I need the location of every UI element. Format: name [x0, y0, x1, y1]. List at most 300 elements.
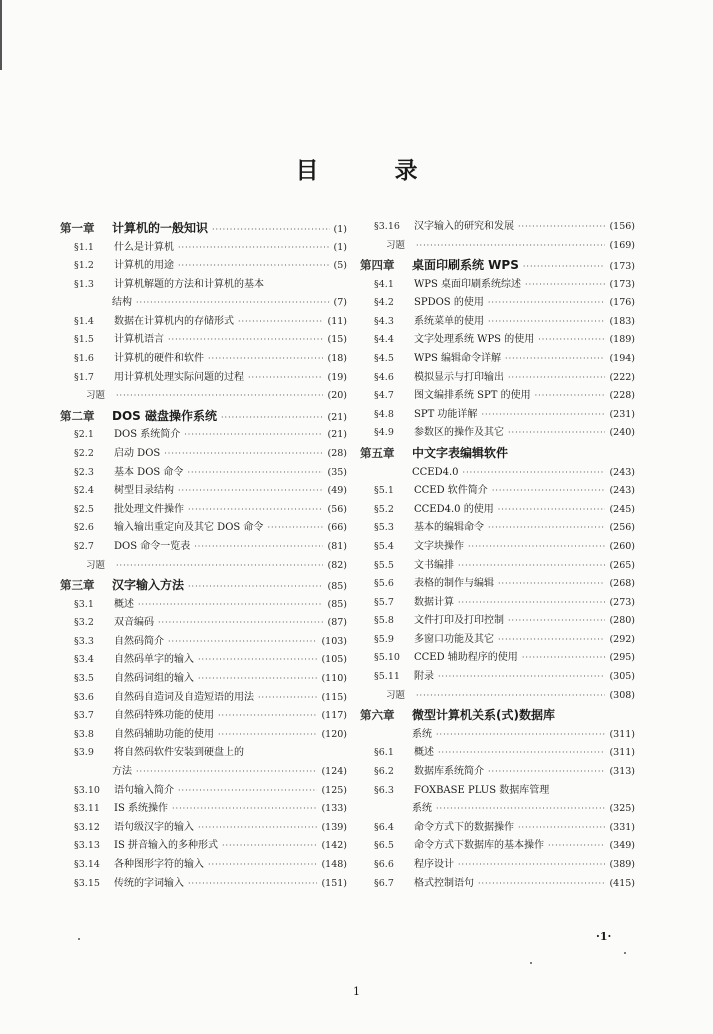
toc-entry-title: DOS 磁盘操作系统 — [112, 408, 217, 423]
toc-entry-title: 计算机语言 — [114, 334, 164, 346]
toc-entry-title: 传统的字词输入 — [114, 877, 184, 889]
toc-entry-number: §3.5 — [74, 672, 94, 684]
toc-entry-title: CCED 软件简介 — [414, 485, 488, 497]
dot-leader — [508, 424, 605, 443]
toc-entry-title: 批处理文件操作 — [114, 503, 184, 515]
toc-entry-title: 微型计算机关系(式)数据库 — [412, 708, 555, 723]
toc-entry-number: §3.9 — [74, 747, 94, 759]
toc-entry-number: §3.12 — [74, 821, 100, 833]
toc-entry-page: (189) — [609, 334, 635, 346]
toc-entry — [60, 369, 347, 388]
toc-entry-title: 命令方式下的数据操作 — [414, 821, 514, 833]
toc-entry-page: (133) — [321, 803, 347, 815]
toc-entry-number: §3.7 — [74, 710, 94, 722]
toc-entry-number: §3.6 — [74, 691, 94, 703]
toc-entry-page: (292) — [609, 633, 635, 645]
toc-entry-title: 桌面印刷系统 WPS — [412, 258, 519, 273]
page-title: 目 录 — [295, 158, 452, 184]
toc-entry-title: 参数区的操作及其它 — [414, 427, 504, 439]
toc-entry-number: §2.4 — [74, 485, 94, 497]
toc-entry-page: (194) — [609, 353, 635, 365]
toc-entry-page: (240) — [609, 427, 635, 439]
toc-entry-number: §4.1 — [374, 278, 394, 290]
toc-entry-title: 文书编排 — [414, 559, 454, 571]
toc-entry — [360, 294, 635, 313]
toc-entry-page: (18) — [327, 353, 347, 365]
dot-leader — [458, 594, 605, 613]
toc-entry-title: 双音编码 — [114, 617, 154, 629]
toc-entry-number: §5.5 — [374, 559, 394, 571]
toc-entry-title: 用计算机处理实际问题的过程 — [114, 371, 244, 383]
toc-entry-title: CCED4.0 — [412, 466, 459, 478]
toc-entry-page: (7) — [333, 297, 347, 309]
toc-entry — [360, 800, 635, 819]
toc-entry-title: 附录 — [414, 671, 434, 683]
dot-leader — [221, 408, 324, 429]
dot-leader — [436, 800, 605, 819]
page-folio: ·1· — [596, 930, 612, 943]
toc-entry — [360, 350, 635, 369]
toc-entry — [60, 426, 347, 445]
toc-entry-title: 系统菜单的使用 — [414, 315, 484, 327]
toc-entry-title: 结构 — [112, 297, 132, 309]
toc-entry-number: §5.6 — [374, 578, 394, 590]
toc-entry-page: (228) — [609, 390, 635, 402]
toc-entry-title: 启动 DOS — [114, 447, 161, 459]
toc-entry — [360, 649, 635, 668]
dot-leader — [248, 369, 323, 388]
toc-entry-title: 数据计算 — [414, 596, 454, 608]
toc-entry-page: (349) — [609, 840, 635, 852]
toc-entry — [60, 670, 347, 689]
toc-entry-page: (21) — [327, 429, 347, 441]
toc-entry — [60, 763, 347, 782]
dot-leader — [438, 744, 605, 763]
toc-entry-number: §4.5 — [374, 353, 394, 365]
dot-leader — [116, 387, 323, 406]
toc-entry-page: (173) — [609, 278, 635, 290]
toc-entry-title: 命令方式下数据库的基本操作 — [414, 840, 544, 852]
page-edge-mark — [0, 0, 2, 70]
toc-entry-title: DOS 命令一览表 — [114, 540, 191, 552]
toc-entry — [360, 668, 635, 687]
toc-entry — [360, 406, 635, 425]
toc-entry-page: (103) — [321, 635, 347, 647]
dot-leader — [436, 726, 605, 745]
toc-entry — [60, 782, 347, 801]
toc-entry — [360, 744, 635, 763]
toc-entry — [60, 819, 347, 838]
toc-entry-title: 什么是计算机 — [114, 241, 174, 253]
toc-entry — [360, 237, 635, 256]
toc-entry — [60, 726, 347, 745]
toc-chapter-entry — [60, 575, 347, 596]
toc-entry-page: (389) — [609, 858, 635, 870]
toc-entry — [60, 464, 347, 483]
toc-entry-page: (243) — [609, 485, 635, 497]
toc-entry-number: §6.7 — [374, 877, 394, 889]
toc-entry-number: §4.4 — [374, 334, 394, 346]
toc-entry-page: (35) — [327, 466, 347, 478]
toc-entry-page: (231) — [609, 408, 635, 420]
toc-entry-page: (305) — [609, 671, 635, 683]
toc-entry-number: §1.6 — [74, 353, 94, 365]
toc-entry-page: (81) — [327, 540, 347, 552]
dot-leader — [178, 257, 330, 276]
toc-entry-title: 概述 — [114, 598, 134, 610]
toc-entry-title: 程序设计 — [414, 858, 454, 870]
toc-entry-number: §3.14 — [74, 858, 100, 870]
toc-entry — [360, 782, 635, 801]
toc-entry-number: §3.13 — [74, 840, 100, 852]
toc-entry-page: (280) — [609, 615, 635, 627]
toc-entry — [60, 744, 347, 763]
dot-leader — [116, 557, 323, 576]
toc-entry-title: CCED 辅助程序的使用 — [414, 652, 518, 664]
scan-speck — [530, 962, 532, 964]
toc-entry — [60, 689, 347, 708]
toc-entry-page: (176) — [609, 297, 635, 309]
toc-entry — [360, 837, 635, 856]
toc-entry-page: (120) — [321, 728, 347, 740]
toc-entry-number: 第四章 — [360, 258, 395, 273]
dot-leader — [518, 218, 605, 237]
toc-entry-title: 计算机的硬件和软件 — [114, 353, 204, 365]
toc-left-column — [60, 218, 347, 893]
dot-leader — [178, 482, 323, 501]
toc-entry-number: §3.10 — [74, 784, 100, 796]
toc-entry-page: (1) — [333, 241, 347, 253]
toc-entry-number: 习题 — [386, 239, 406, 251]
toc-entry-number: §4.6 — [374, 371, 394, 383]
toc-entry — [360, 482, 635, 501]
toc-entry-page: (148) — [321, 858, 347, 870]
toc-entry-page: (415) — [609, 877, 635, 889]
toc-entry-page: (245) — [609, 503, 635, 515]
toc-entry-title: 数据在计算机内的存储形式 — [114, 315, 234, 327]
toc-entry-title: IS 系统操作 — [114, 803, 168, 815]
toc-entry — [360, 424, 635, 443]
toc-entry-number: §4.2 — [374, 297, 394, 309]
toc-entry-number: §3.8 — [74, 728, 94, 740]
toc-entry-page: (260) — [609, 540, 635, 552]
dot-leader — [492, 482, 606, 501]
toc-entry-title: 汉字输入的研究和发展 — [414, 221, 514, 232]
dot-leader — [172, 800, 317, 819]
toc-entry-title: 将自然码软件安装到硬盘上的 — [114, 747, 244, 759]
toc-entry-number: §5.7 — [374, 596, 394, 608]
toc-entry-number: §1.7 — [74, 371, 94, 383]
dot-leader — [184, 426, 323, 445]
dot-leader — [198, 670, 317, 689]
dot-leader — [188, 577, 323, 598]
toc-entry-title: 模拟显示与打印输出 — [414, 371, 504, 383]
toc-entry-title: WPS 编辑命令详解 — [414, 353, 502, 365]
toc-entry-number: §5.10 — [374, 652, 400, 664]
toc-entry-title: 自然码单字的输入 — [114, 654, 194, 666]
toc-entry-number: 习题 — [86, 390, 106, 402]
toc-chapter-entry — [360, 443, 635, 464]
dot-leader — [498, 501, 606, 520]
toc-entry-title: 自然码特殊功能的使用 — [114, 710, 214, 722]
dot-leader — [194, 538, 323, 557]
toc-entry-number: §5.4 — [374, 540, 394, 552]
dot-leader — [198, 651, 317, 670]
toc-entry — [360, 575, 635, 594]
toc-entry — [360, 501, 635, 520]
toc-entry — [60, 800, 347, 819]
toc-entry-title: 自然码词组的输入 — [114, 672, 194, 684]
dot-leader — [525, 276, 605, 295]
toc-entry-number: §6.4 — [374, 821, 394, 833]
dot-leader — [468, 538, 605, 557]
dot-leader — [258, 689, 317, 708]
toc-entry-number: §3.1 — [74, 598, 94, 610]
toc-entry-title: 自然码自造词及自造短语的用法 — [114, 691, 254, 703]
toc-entry — [360, 687, 635, 706]
toc-entry-page: (115) — [321, 691, 347, 703]
toc-entry — [60, 538, 347, 557]
toc-entry-page: (85) — [327, 581, 347, 593]
toc-entry-number: §5.2 — [374, 503, 394, 515]
toc-entry-number: §3.4 — [74, 654, 94, 666]
toc-entry-page: (173) — [609, 261, 635, 273]
toc-entry-page: (20) — [327, 390, 347, 402]
toc-entry — [360, 594, 635, 613]
toc-entry — [60, 313, 347, 332]
toc-entry — [360, 313, 635, 332]
toc-entry-number: §1.1 — [74, 241, 94, 253]
toc-entry-page: (139) — [321, 821, 347, 833]
dot-leader — [458, 856, 605, 875]
toc-entry — [60, 519, 347, 538]
toc-chapter-entry — [360, 255, 635, 276]
toc-entry-number: 第五章 — [360, 446, 395, 461]
toc-entry-number: §4.7 — [374, 390, 394, 402]
toc-entry-page: (325) — [609, 803, 635, 815]
toc-entry-page: (183) — [609, 315, 635, 327]
toc-entry-number: §4.9 — [374, 427, 394, 439]
toc-entry-number: 第一章 — [60, 221, 95, 235]
toc-entry — [360, 519, 635, 538]
toc-entry — [60, 837, 347, 856]
toc-entry — [360, 763, 635, 782]
toc-entry-page: (156) — [609, 221, 635, 232]
dot-leader — [208, 350, 323, 369]
toc-entry-number: §1.2 — [74, 260, 94, 272]
bottom-page-number: 1 — [353, 985, 360, 998]
toc-entry — [360, 819, 635, 838]
dot-leader — [212, 220, 330, 241]
dot-leader — [158, 614, 323, 633]
toc-entry-page: (21) — [327, 411, 347, 423]
toc-entry-title: 语句输入简介 — [114, 784, 174, 796]
toc-entry-number: §5.3 — [374, 522, 394, 534]
toc-entry-number: §5.11 — [374, 671, 400, 683]
dot-leader — [188, 875, 317, 894]
toc-entry-number: §1.3 — [74, 278, 94, 290]
toc-entry-number: §2.3 — [74, 466, 94, 478]
toc-entry-title: SPDOS 的使用 — [414, 297, 484, 309]
dot-leader — [178, 782, 317, 801]
toc-entry — [60, 239, 347, 258]
toc-entry — [360, 856, 635, 875]
toc-entry-title: 格式控制语句 — [414, 877, 474, 889]
toc-entry-number: §6.2 — [374, 765, 394, 777]
toc-entry-number: §3.2 — [74, 617, 94, 629]
dot-leader — [188, 501, 323, 520]
dot-leader — [218, 707, 317, 726]
toc-entry — [360, 726, 635, 745]
dot-leader — [535, 387, 606, 406]
toc-entry-title: 汉字输入方法 — [112, 578, 185, 593]
toc-entry-number: §6.3 — [374, 784, 394, 796]
toc-chapter-entry — [60, 406, 347, 427]
dot-leader — [168, 331, 323, 350]
dot-leader — [498, 575, 605, 594]
dot-leader — [463, 464, 606, 483]
toc-entry-title: 多窗口功能及其它 — [414, 633, 494, 645]
toc-entry — [60, 596, 347, 615]
scan-speck — [78, 938, 80, 940]
toc-entry-number: §3.16 — [374, 221, 400, 232]
toc-entry-page: (105) — [321, 654, 347, 666]
toc-entry-number: §6.1 — [374, 747, 394, 759]
toc-entry-page: (331) — [609, 821, 635, 833]
toc-entry-title: WPS 桌面印刷系统综述 — [414, 278, 522, 290]
toc-entry — [60, 651, 347, 670]
toc-entry-title: 基本的编辑命令 — [414, 522, 484, 534]
toc-entry-title: 文字块操作 — [414, 540, 464, 552]
toc-entry-title: 语句级汉字的输入 — [114, 821, 194, 833]
toc-entry-title: 基本 DOS 命令 — [114, 466, 184, 478]
toc-entry-number: §3.11 — [74, 803, 100, 815]
toc-entry-number: §4.3 — [374, 315, 394, 327]
toc-entry-number: 第六章 — [360, 708, 395, 723]
toc-entry-number: §4.8 — [374, 408, 394, 420]
toc-entry-page: (28) — [327, 447, 347, 459]
toc-entry-number: §6.5 — [374, 840, 394, 852]
toc-entry-number: §6.6 — [374, 858, 394, 870]
toc-entry — [360, 464, 635, 483]
dot-leader — [187, 464, 323, 483]
toc-entry-page: (110) — [321, 672, 347, 684]
toc-entry-number: 第三章 — [60, 578, 95, 593]
toc-entry-number: §1.5 — [74, 334, 94, 346]
dot-leader — [488, 519, 605, 538]
toc-entry-title: 树型目录结构 — [114, 485, 174, 497]
dot-leader — [416, 237, 605, 256]
dot-leader — [238, 313, 323, 332]
toc-entry-number: §5.1 — [374, 485, 394, 497]
toc-entry-title: 中文字表编辑软件 — [412, 446, 509, 461]
toc-entry — [60, 633, 347, 652]
toc-entry-title: 系统 — [412, 728, 432, 740]
dot-leader — [198, 819, 317, 838]
toc-entry-page: (142) — [321, 840, 347, 852]
toc-entry-title: 计算机解题的方法和计算机的基本 — [114, 278, 264, 290]
toc-entry-page: (117) — [321, 710, 347, 722]
toc-entry — [360, 538, 635, 557]
toc-entry — [360, 557, 635, 576]
dot-leader — [505, 350, 605, 369]
toc-entry — [60, 445, 347, 464]
toc-entry-title: 计算机的用途 — [114, 260, 174, 272]
toc-entry-page: (268) — [609, 578, 635, 590]
toc-entry-page: (66) — [327, 522, 347, 534]
dot-leader — [178, 239, 330, 258]
dot-leader — [136, 763, 317, 782]
toc-entry — [360, 369, 635, 388]
toc-entry-page: (222) — [609, 371, 635, 383]
toc-entry-number: 习题 — [386, 689, 406, 701]
toc-entry-title: CCED4.0 的使用 — [414, 503, 494, 515]
toc-entry — [360, 387, 635, 406]
dot-leader — [518, 819, 605, 838]
dot-leader — [508, 612, 605, 631]
toc-entry — [60, 482, 347, 501]
toc-entry-title: 文字处理系统 WPS 的使用 — [414, 334, 535, 346]
toc-entry — [360, 331, 635, 350]
toc-entry — [360, 612, 635, 631]
toc-entry-page: (85) — [327, 598, 347, 610]
toc-entry — [60, 387, 347, 406]
toc-entry-number: §5.8 — [374, 615, 394, 627]
toc-entry-title: SPT 功能详解 — [414, 408, 478, 420]
toc-entry-page: (19) — [327, 371, 347, 383]
toc-entry-page: (308) — [609, 689, 635, 701]
toc-entry-number: §2.1 — [74, 429, 94, 441]
dot-leader — [222, 837, 317, 856]
dot-leader — [498, 631, 605, 650]
dot-leader — [488, 763, 605, 782]
toc-entry — [60, 557, 347, 576]
toc-entry-title: 自然码简介 — [114, 635, 164, 647]
dot-leader — [458, 557, 605, 576]
toc-entry-title: 系统 — [412, 803, 432, 815]
toc-entry-number: §3.3 — [74, 635, 94, 647]
toc-entry-page: (311) — [609, 728, 635, 740]
dot-leader — [481, 406, 605, 425]
toc-entry-page: (313) — [609, 765, 635, 777]
toc-entry-page: (125) — [321, 784, 347, 796]
toc-entry-page: (311) — [609, 747, 635, 759]
dot-leader — [508, 369, 605, 388]
toc-entry-title: 各种图形字符的输入 — [114, 858, 204, 870]
toc-entry — [60, 257, 347, 276]
dot-leader — [138, 596, 323, 615]
dot-leader — [218, 726, 317, 745]
toc-entry-number: §1.4 — [74, 315, 94, 327]
toc-entry-title: 图文编排系统 SPT 的使用 — [414, 390, 531, 402]
toc-entry-number: §5.9 — [374, 633, 394, 645]
toc-entry-number: §2.7 — [74, 540, 94, 552]
toc-entry-title: 计算机的一般知识 — [112, 221, 209, 235]
toc-entry-page: (256) — [609, 522, 635, 534]
toc-entry-title: 文件打印及打印控制 — [414, 615, 504, 627]
toc-entry — [60, 856, 347, 875]
toc-entry — [60, 276, 347, 295]
toc-entry-title: 自然码辅助功能的使用 — [114, 728, 214, 740]
toc-entry-page: (169) — [609, 239, 635, 251]
toc-chapter-entry — [360, 705, 635, 726]
toc-entry — [60, 614, 347, 633]
dot-leader — [523, 257, 606, 278]
dot-leader — [208, 856, 317, 875]
toc-entry-page: (5) — [333, 260, 347, 272]
toc-entry-page: (124) — [321, 765, 347, 777]
toc-entry-page: (15) — [327, 334, 347, 346]
